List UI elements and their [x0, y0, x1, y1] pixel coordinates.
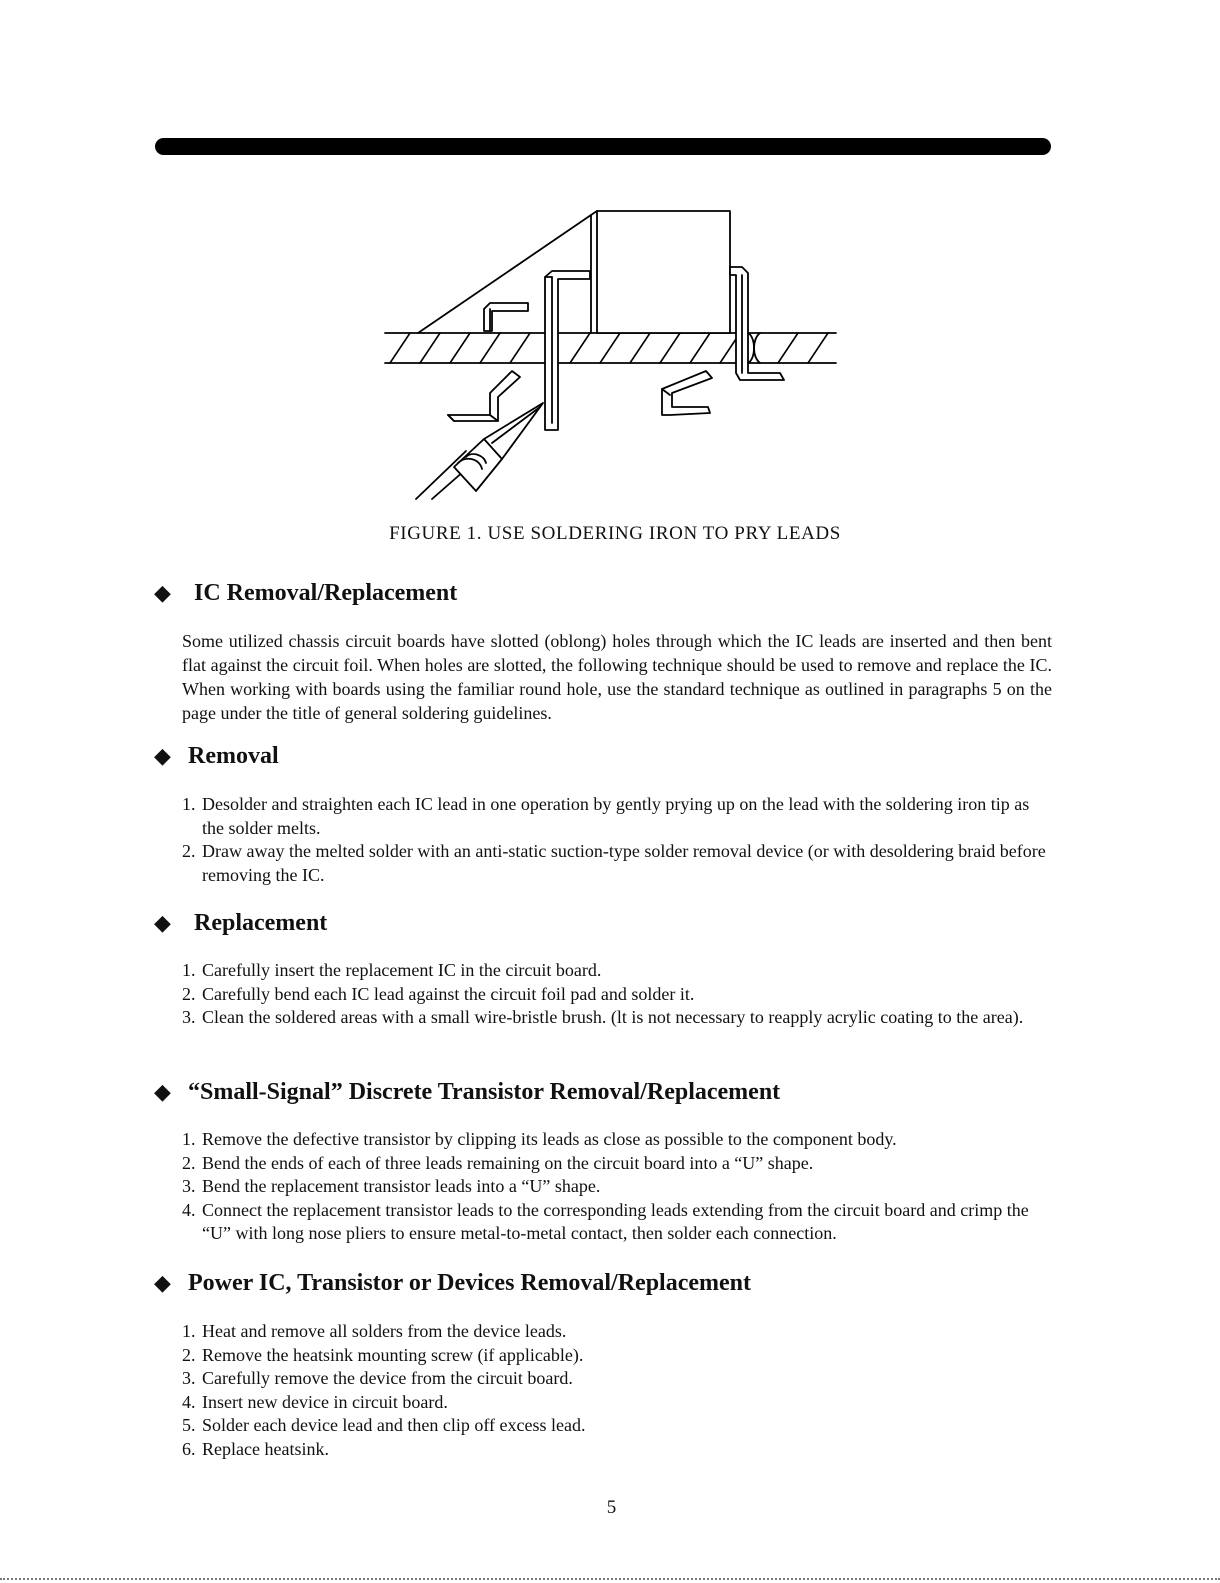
step-text: Carefully bend each IC lead against the circuit foil pad and solder it. — [202, 983, 695, 1004]
section-heading-power — [154, 1268, 751, 1298]
list-item — [182, 793, 1052, 840]
step-text: Heat and remove all solders from the device leads. — [202, 1321, 567, 1341]
step-number: 4. — [182, 1391, 196, 1412]
header-rule — [155, 138, 1051, 155]
step-number: 2. — [182, 983, 196, 1004]
step-number: 1. — [182, 1129, 196, 1149]
section-heading-small-signal — [154, 1077, 780, 1107]
diamond-bullet-icon: ◆ — [154, 1079, 171, 1104]
step-text: Connect the replacement transistor leads to the corresponding leads extending from the circuit board and crimp the “U” with long nose pliers to ensure metal-to-metal contact, then solder each connection. — [202, 1199, 1029, 1243]
list-item — [182, 983, 1052, 1007]
diamond-bullet-icon: ◆ — [154, 1270, 171, 1295]
list-item — [182, 1320, 1052, 1344]
step-number: 1. — [182, 794, 196, 814]
step-text: Carefully insert the replacement IC in the circuit board. — [202, 960, 602, 980]
step-number: 4. — [182, 1199, 196, 1220]
list-item — [182, 1175, 1062, 1199]
replacement-steps — [182, 959, 1052, 1030]
step-text: Remove the defective transistor by clipping its leads as close as possible to the component body. — [202, 1129, 897, 1149]
step-number: 1. — [182, 1321, 196, 1341]
step-number: 6. — [182, 1438, 196, 1459]
power-steps — [182, 1320, 1052, 1461]
step-text: Insert new device in circuit board. — [202, 1391, 448, 1412]
step-number: 5. — [182, 1415, 196, 1435]
section-title: Power IC, Transistor or Devices Removal/Replacement — [188, 1269, 752, 1296]
removal-steps — [182, 793, 1052, 887]
list-item — [182, 1344, 1052, 1368]
step-text: Draw away the melted solder with an anti-static suction-type solder removal device (or with desoldering braid before removing the IC. — [202, 841, 1046, 885]
diamond-bullet-icon: ◆ — [154, 743, 171, 768]
step-number: 2. — [182, 1152, 196, 1173]
list-item — [182, 959, 1052, 983]
step-text: Bend the replacement transistor leads into a “U” shape. — [202, 1176, 601, 1196]
step-number: 3. — [182, 1368, 196, 1388]
list-item — [182, 840, 1052, 887]
list-item — [182, 1391, 1052, 1415]
diamond-bullet-icon: ◆ — [154, 910, 171, 935]
section-heading-replacement — [154, 908, 327, 938]
step-number: 2. — [182, 1344, 196, 1365]
figure-caption: FIGURE 1. USE SOLDERING IRON TO PRY LEADS — [389, 523, 841, 544]
list-item — [182, 1006, 1052, 1030]
section-heading-removal — [154, 741, 279, 771]
list-item — [182, 1152, 1062, 1176]
list-item — [182, 1414, 1052, 1438]
section-title: “Small-Signal” Discrete Transistor Removal/Replacement — [188, 1078, 781, 1105]
soldering-figure — [380, 205, 850, 505]
list-item — [182, 1367, 1052, 1391]
step-text: Desolder and straighten each IC lead in one operation by gently prying up on the lead with the soldering iron tip as the solder melts. — [202, 794, 1030, 838]
step-text: Clean the soldered areas with a small wire-bristle brush. (lt is not necessary to reapply acrylic coating to the area). — [202, 1007, 1024, 1027]
section-title: Removal — [188, 742, 279, 769]
step-text: Bend the ends of each of three leads remaining on the circuit board into a “U” shape. — [202, 1152, 814, 1173]
small-signal-steps — [182, 1128, 1062, 1246]
step-number: 1. — [182, 960, 196, 980]
diamond-bullet-icon: ◆ — [154, 580, 171, 605]
list-item — [182, 1128, 1062, 1152]
section-title: IC Removal/Replacement — [194, 579, 458, 606]
section-heading-ic-removal — [154, 578, 457, 608]
section-title: Replacement — [194, 909, 328, 936]
list-item — [182, 1438, 1052, 1462]
step-number: 3. — [182, 1176, 196, 1196]
ic-removal-paragraph: Some utilized chassis circuit boards have slotted (oblong) holes through which the IC leads are inserted and then bent flat against the circuit foil. When holes are slotted, the following technique should be used to remove and replace the IC. When working with boards using the familiar round hole, use the standard technique as outlined in paragraphs 5 on the page under the title of general soldering guidelines. — [182, 631, 1052, 723]
bottom-dotted-rule — [0, 1578, 1220, 1580]
page-number: 5 — [606, 1497, 617, 1518]
step-text: Carefully remove the device from the circuit board. — [202, 1368, 573, 1388]
step-number: 3. — [182, 1007, 196, 1027]
step-text: Remove the heatsink mounting screw (if applicable). — [202, 1344, 584, 1365]
soldering-illustration — [380, 205, 850, 505]
step-text: Replace heatsink. — [202, 1438, 329, 1459]
step-text: Solder each device lead and then clip off excess lead. — [202, 1415, 586, 1435]
list-item — [182, 1199, 1062, 1246]
step-number: 2. — [182, 841, 196, 861]
